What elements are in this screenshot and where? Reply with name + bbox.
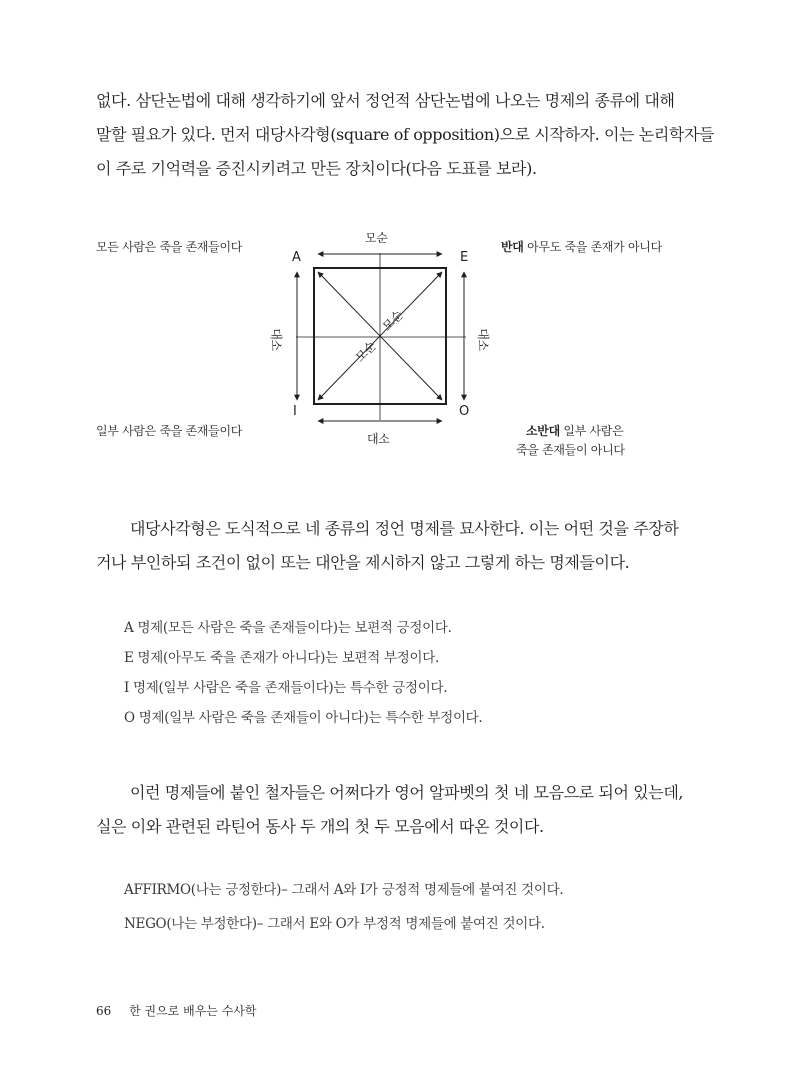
proposition-a: A 명제(모든 사람은 죽을 존재들이다)는 보편적 긍정이다. (124, 620, 452, 636)
proposition-i: I 명제(일부 사람은 죽을 존재들이다)는 특수한 긍정이다. (124, 680, 448, 696)
description-line: 거나 부인하되 조건이 없이 또는 대안을 제시하지 않고 그렇게 하는 명제들이다. (96, 553, 630, 572)
right-edge-label: 대소 (475, 328, 490, 351)
o-relation-label: 소반대 (526, 424, 560, 438)
top-edge-label: 모순 (365, 231, 388, 245)
i-statement: 일부 사람은 죽을 존재들이다 (96, 424, 243, 438)
description-paragraph (96, 512, 706, 580)
corner-i: I (293, 404, 297, 419)
corner-o: O (459, 404, 470, 419)
e-statement-text: 아무도 죽을 존재가 아니다 (523, 240, 662, 254)
proposition-e: E 명제(아무도 죽을 존재가 아니다)는 보편적 부정이다. (124, 650, 439, 666)
latin-affirmo: AFFIRMO(나는 긍정한다)– 그래서 A와 I가 긍정적 명제들에 붙여진 것이다. (124, 882, 564, 898)
latin-verb-list (124, 873, 724, 941)
letters-line: 이런 명제들에 붙인 철자들은 어쩌다가 영어 알파벳의 첫 네 모음으로 되어 있는데, (130, 783, 684, 802)
diagram-lines (0, 0, 800, 470)
corner-e: E (460, 250, 469, 265)
letters-line: 실은 이와 관련된 라틴어 동사 두 개의 첫 두 모음에서 따온 것이다. (96, 817, 544, 836)
intro-line: 말할 필요가 있다. 먼저 대당사각형(square of opposition)으로 시작하자. 이는 논리학자들 (96, 125, 715, 144)
description-line: 대당사각형은 도식적으로 네 종류의 정언 명제를 묘사한다. 이는 어떤 것을 주장하 (130, 519, 679, 538)
o-statement (526, 422, 623, 439)
proposition-o: O 명제(일부 사람은 죽을 존재들이 아니다)는 특수한 부정이다. (124, 710, 483, 726)
latin-nego: NEGO(나는 부정한다)– 그래서 E와 O가 부정적 명제들에 붙여진 것이다. (124, 916, 545, 932)
diagonal-label-lower: 모순 (352, 338, 379, 365)
page-number: 66 (96, 1004, 112, 1018)
letters-paragraph (96, 776, 706, 844)
e-statement (501, 238, 662, 255)
corner-a: A (292, 250, 301, 265)
o-statement-line2: 죽을 존재들이 아니다 (516, 443, 625, 457)
left-edge-label: 대소 (268, 328, 283, 351)
diagonal-label-upper: 모순 (379, 307, 406, 334)
intro-line: 이 주로 기억력을 증진시키려고 만든 장치이다(다음 도표를 보라). (96, 159, 537, 178)
page-footer (96, 1002, 256, 1019)
bottom-edge-label: 대소 (367, 432, 390, 446)
a-statement: 모든 사람은 죽을 존재들이다 (96, 240, 243, 254)
e-relation-label: 반대 (501, 240, 524, 254)
book-title: 한 권으로 배우는 수사학 (129, 1004, 257, 1018)
intro-line: 없다. 삼단논법에 대해 생각하기에 앞서 정언적 삼단논법에 나오는 명제의 종류에 대해 (96, 91, 675, 110)
o-statement-text: 일부 사람은 (559, 424, 624, 438)
proposition-list (124, 613, 724, 733)
